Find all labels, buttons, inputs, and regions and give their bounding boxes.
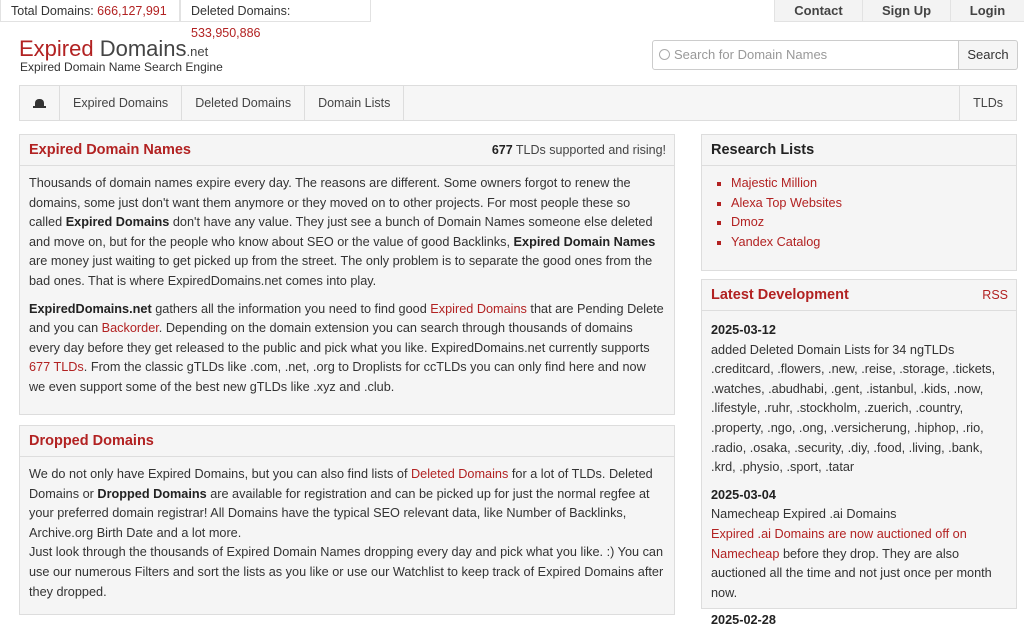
text: Thousands of domain names expire every day. The reasons are different. Some owners forgot to renew the domains, some just don't want them anymore or they moved on to other projects. For most people these so called	[29, 176, 631, 230]
total-domains-value: 666,127,991	[97, 4, 167, 18]
yandex-catalog-link[interactable]: Yandex Catalog	[731, 234, 821, 249]
entry-text: added Deleted Domain Lists for 34 ngTLDs .creditcard, .flowers, .new, .reise, .storage, .tickets, .watches, .abudhabi, .gent, .istanbul, .kids, .now, .lifestyle, .ruhr, .stockholm, .zuerich, .country, .property, .ngo, .ong, .versicherung, .hiphop, .rio, .radio, .osaka, .security, .diy, .food, .living, .bank, .krd, .physio, .sport, .tatar	[711, 342, 996, 475]
majestic-million-link[interactable]: Majestic Million	[731, 176, 818, 190]
rss-link[interactable]: RSS	[982, 288, 1008, 302]
latest-panel-body	[702, 311, 1016, 639]
expired-info-paragraph	[29, 300, 665, 398]
list-item	[731, 174, 1007, 194]
text: that are Pending Delete and you can	[29, 301, 664, 336]
bell-icon	[35, 99, 44, 107]
expired-panel-title: Expired Domain Names	[29, 142, 191, 158]
bold-text: Dropped Domains	[97, 486, 207, 501]
expired-panel-header	[20, 135, 674, 166]
text: for a lot of TLDs. Deleted Domains or	[29, 467, 653, 501]
expired-intro-paragraph	[29, 174, 665, 292]
research-list	[711, 174, 1007, 252]
expired-domains-panel	[19, 134, 675, 415]
logo-domains: Domains	[93, 36, 187, 61]
main-nav	[19, 85, 1017, 121]
deleted-domains-value: 533,950,886	[191, 26, 261, 40]
tld-support-text: TLDs supported and rising!	[512, 143, 666, 157]
text: before they drop. They are also auctioned all the time and not just once per month now.	[711, 546, 992, 600]
entry-date: 2025-02-28	[711, 613, 776, 628]
search-placeholder: Search for Domain Names	[674, 47, 828, 62]
dropped-panel-header	[20, 426, 674, 457]
dropped-paragraph	[29, 465, 665, 543]
list-item	[731, 213, 1007, 233]
research-panel-body	[702, 166, 1016, 260]
entry-text	[711, 505, 1007, 603]
entry-date: 2025-03-12	[711, 323, 776, 337]
contact-link[interactable]: Contact	[774, 0, 862, 22]
logo-net: .net	[186, 44, 209, 59]
tagline: Expired Domain Name Search Engine	[20, 60, 223, 74]
research-panel-title: Research Lists	[702, 135, 1016, 166]
text: We do not only have Expired Domains, but you can also find lists of	[29, 467, 412, 481]
text: are available for registration and can be picked up for just the normal regfee at your preferred domain registrar! All Domains have the typical SEO relevant data, like Number of Backlinks, Archive.org Birth Date and a lot more.	[29, 486, 650, 540]
deleted-domains-label: Deleted Domains:	[191, 4, 291, 18]
dropped-panel-title: Dropped Domains	[29, 433, 154, 449]
search-input[interactable]	[652, 40, 959, 70]
dropped-panel-body	[20, 457, 674, 610]
text: . From the classic gTLDs like .com, .net, .org to Droplists for ccTLDs you can only find here and now we even support some of the best new gTLDs like .xyz and .club.	[29, 360, 646, 394]
login-link[interactable]: Login	[950, 0, 1024, 22]
site-logo[interactable]	[19, 36, 208, 62]
latest-development-panel	[701, 279, 1017, 628]
nav-expired-domains[interactable]: Expired Domains	[60, 86, 182, 120]
backorder-link[interactable]: Backorder	[101, 321, 159, 336]
latest-panel-title: Latest Development	[711, 287, 849, 303]
home-link[interactable]	[20, 86, 60, 120]
namecheap-ai-link[interactable]: Expired .ai Domains are now auctioned off on Namecheap	[711, 526, 967, 561]
text: . Depending on the domain extension you can search through thousands of domains every day before they get released to the public and pick what you like. ExpiredDomains.net currently supports	[29, 321, 650, 355]
text: don't have any value. They just see a bunch of Domain Names someone else deleted and move on, but for the people who know about SEO or the value of good Backlinks,	[29, 215, 653, 249]
nav-tlds[interactable]: TLDs	[959, 86, 1016, 120]
total-domains-stat	[0, 0, 180, 22]
expired-domains-link[interactable]: Expired Domains	[430, 301, 527, 316]
expired-panel-body	[20, 166, 674, 414]
nav-domain-lists[interactable]: Domain Lists	[305, 86, 404, 120]
top-bar	[0, 0, 1024, 40]
latest-panel-header	[702, 280, 1016, 311]
dropped-paragraph-2: Just look through the thousands of Expired Domain Names dropping every day and pick what you like. :) You can use our numerous Filters and sort the lists as you like or use our Watchlist to keep track of Expired Domains after they dropped.	[29, 545, 664, 599]
sign-up-link[interactable]: Sign Up	[862, 0, 950, 22]
search-icon	[659, 49, 670, 60]
dmoz-link[interactable]: Dmoz	[731, 215, 765, 230]
entry-headline: Namecheap Expired .ai Domains	[711, 507, 897, 522]
search-button[interactable]: Search	[959, 40, 1018, 70]
tld-count: 677	[491, 143, 513, 157]
dropped-domains-panel	[19, 425, 675, 615]
search-form	[652, 40, 1018, 70]
bold-text: Expired Domains	[65, 215, 170, 230]
bold-text: Expired Domain Names	[513, 234, 656, 249]
text: are money just waiting to get picked up from the street. The only problem is to separate the good ones from the bad ones. That is where ExpiredDomains.net comes into play.	[29, 254, 653, 288]
deleted-domains-link[interactable]: Deleted Domains	[411, 467, 509, 481]
total-domains-label: Total Domains:	[11, 4, 94, 18]
deleted-domains-stat	[180, 0, 371, 40]
research-lists-panel	[701, 134, 1017, 271]
tlds-count-link[interactable]: 677 TLDs	[29, 360, 84, 375]
list-item	[731, 194, 1007, 214]
entry-date: 2025-03-04	[711, 487, 776, 502]
alexa-top-websites-link[interactable]: Alexa Top Websites	[731, 195, 842, 210]
list-item	[731, 233, 1007, 253]
tld-support-note	[492, 135, 666, 165]
top-nav	[774, 0, 1024, 22]
bold-text: ExpiredDomains.net	[29, 301, 152, 316]
nav-deleted-domains[interactable]: Deleted Domains	[182, 86, 305, 120]
logo-expired: Expired	[19, 36, 94, 61]
text: gathers all the information you need to find good	[151, 301, 431, 316]
